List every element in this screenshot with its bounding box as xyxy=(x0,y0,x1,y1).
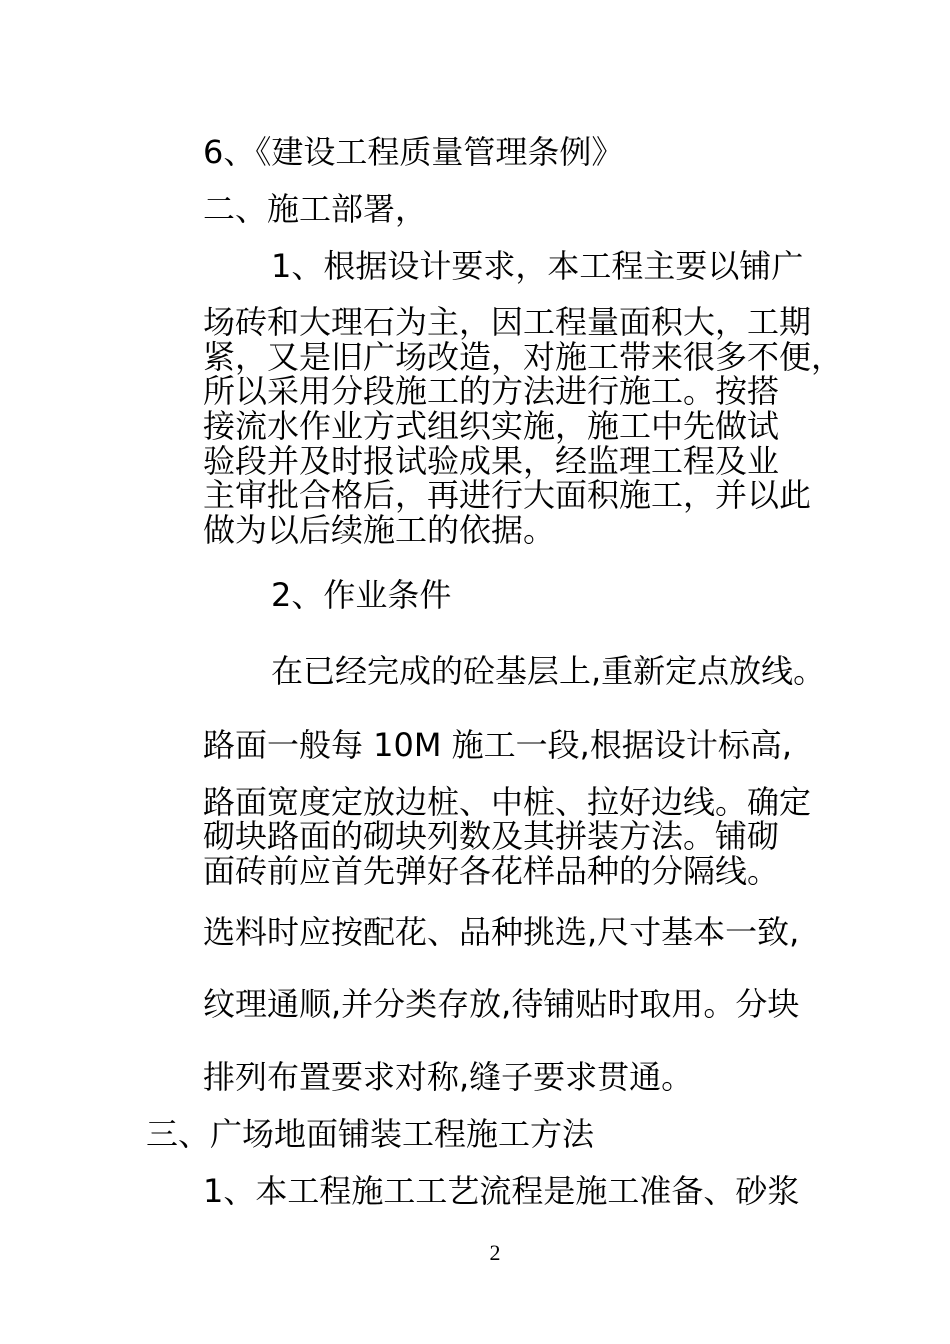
text-line-14: 路面宽度定放边桩、中桩、拉好边线。确定 xyxy=(203,783,812,821)
text-line-21: 1、本工程施工工艺流程是施工准备、砂浆 xyxy=(203,1172,800,1210)
text-line-9: 主审批合格后，再进行大面积施工，并以此 xyxy=(203,476,812,514)
text-line-8: 验段并及时报试验成果，经监理工程及业 xyxy=(203,442,780,480)
text-line-10: 做为以后续施工的依据。 xyxy=(203,511,556,549)
text-line-16: 面砖前应首先弹好各花样品种的分隔线。 xyxy=(203,852,780,890)
text-line-2: 二、施工部署， xyxy=(203,190,428,228)
text-line-11: 2、作业条件 xyxy=(271,576,452,614)
text-line-18: 纹理通顺,并分类存放,待铺贴时取用。分块 xyxy=(203,985,800,1023)
text-line-7: 接流水作业方式组织实施，施工中先做试 xyxy=(203,407,780,445)
section-heading: 三、广场地面铺装工程施工方法 xyxy=(146,1115,595,1153)
text-line-5: 紧，又是旧广场改造，对施工带来很多不便， xyxy=(203,338,844,376)
text-line-6: 所以采用分段施工的方法进行施工。按搭 xyxy=(203,372,780,410)
text-line-12: 在已经完成的砼基层上,重新定点放线。 xyxy=(271,652,826,690)
text-line-1: 6、《建设工程质量管理条例》 xyxy=(203,133,624,171)
text-line-17: 选料时应按配花、品种挑选,尺寸基本一致, xyxy=(203,913,800,951)
text-line-13: 路面一般每 10M 施工一段,根据设计标高, xyxy=(203,726,793,764)
text-line-15: 砌块路面的砌块列数及其拼装方法。铺砌 xyxy=(203,817,780,855)
text-line-3: 1、根据设计要求，本工程主要以铺广 xyxy=(271,247,804,285)
text-line-19: 排列布置要求对称,缝子要求贯通。 xyxy=(203,1058,694,1096)
page-number: 2 xyxy=(489,1240,501,1265)
text-line-4: 场砖和大理石为主，因工程量面积大，工期 xyxy=(203,303,812,341)
